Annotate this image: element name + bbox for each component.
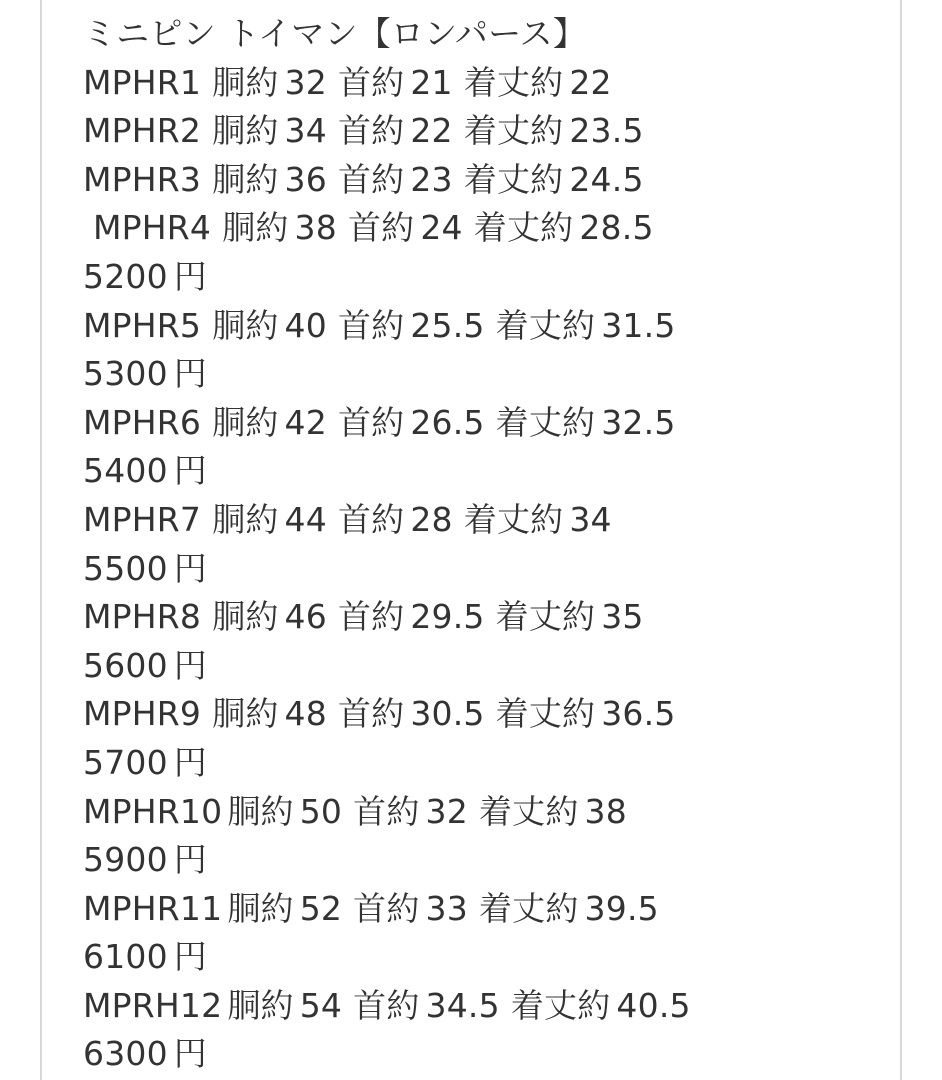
right-border-line: [900, 0, 902, 1080]
page-title: ミニピン トイマン【ロンパース】: [83, 14, 587, 53]
measure-neck-value: 33: [425, 888, 468, 928]
measure-length-value: 34: [569, 499, 612, 539]
measure-length-value: 35: [601, 597, 644, 637]
measure-girth-label: 胴約: [212, 499, 279, 539]
measure-length: [496, 597, 644, 636]
measure-neck-label: 首約: [337, 499, 405, 539]
measure-length-label: 着丈約: [473, 208, 574, 248]
size-row: [83, 982, 894, 1031]
measure-length-value: 40.5: [616, 985, 691, 1025]
measure-neck: [338, 694, 485, 733]
measure-girth-value: 34: [284, 111, 327, 151]
price-value: 5300: [83, 354, 168, 394]
measure-girth-label: 胴約: [227, 888, 294, 928]
price-value: 6100: [83, 937, 168, 977]
measure-girth-label: 胴約: [212, 597, 279, 637]
currency-label: 円: [173, 256, 207, 296]
measure-length: [464, 160, 644, 199]
item-code: MPHR10: [83, 791, 223, 831]
measure-girth: [222, 208, 337, 247]
size-row: [83, 107, 894, 156]
price-row: [83, 447, 894, 496]
measure-length: [496, 694, 676, 733]
currency-label: 円: [173, 840, 207, 880]
measure-girth: [212, 63, 327, 102]
item-code: MPHR7: [83, 499, 202, 539]
measure-length: [496, 306, 676, 345]
measure-girth-value: 38: [294, 208, 337, 248]
measure-neck: [338, 597, 485, 636]
price-row: [83, 739, 894, 788]
measure-length-value: 28.5: [579, 208, 654, 248]
measure-girth: [227, 792, 342, 831]
measure-neck-value: 25.5: [410, 305, 485, 345]
price-value: 6300: [83, 1034, 168, 1074]
price-value: 5500: [83, 548, 168, 588]
measure-neck-label: 首約: [337, 159, 405, 199]
measure-length-label: 着丈約: [463, 111, 564, 151]
price-value: 5600: [83, 645, 168, 685]
measure-girth-value: 40: [284, 305, 327, 345]
measure-neck-value: 32: [425, 791, 468, 831]
measure-girth-value: 54: [299, 985, 343, 1025]
size-row: [83, 496, 894, 545]
price-row: [83, 836, 894, 885]
measure-girth-value: 36: [284, 159, 327, 199]
measure-neck-value: 30.5: [410, 694, 485, 734]
measure-neck: [353, 986, 500, 1025]
size-row: [83, 302, 894, 351]
item-code: MPHR6: [83, 402, 202, 442]
measure-neck: [353, 792, 468, 831]
price-value: 5400: [83, 451, 168, 491]
measure-neck-label: 首約: [353, 985, 420, 1025]
item-code: MPHR5: [83, 305, 202, 345]
measure-girth-label: 胴約: [212, 62, 279, 102]
measure-girth-label: 胴約: [212, 694, 279, 734]
measure-neck: [338, 160, 453, 199]
item-code: MPRH12: [83, 985, 223, 1025]
measure-neck: [338, 63, 453, 102]
measure-neck-value: 34.5: [425, 985, 500, 1025]
item-code: MPHR8: [83, 597, 202, 637]
measure-girth-value: 46: [284, 597, 327, 637]
measure-girth-value: 32: [284, 62, 327, 102]
measure-length-label: 着丈約: [495, 305, 596, 345]
measure-neck-label: 首約: [337, 597, 405, 637]
price-row: [83, 933, 894, 982]
measure-neck-label: 首約: [347, 208, 415, 248]
measure-girth: [227, 986, 342, 1025]
measure-length-value: 38: [584, 791, 627, 831]
measure-length-label: 着丈約: [510, 985, 611, 1025]
measure-neck: [338, 500, 453, 539]
size-chart-text: [83, 10, 894, 1079]
measure-neck-value: 28: [410, 499, 453, 539]
measure-girth-value: 48: [284, 694, 327, 734]
measure-neck-label: 首約: [337, 111, 405, 151]
measure-length: [474, 208, 654, 247]
measure-neck-label: 首約: [353, 791, 420, 831]
measure-girth: [212, 403, 327, 442]
item-code: MPHR2: [83, 111, 202, 151]
measure-girth-value: 42: [284, 402, 327, 442]
measure-length-label: 着丈約: [495, 402, 596, 442]
measure-neck-value: 21: [410, 62, 453, 102]
currency-label: 円: [173, 937, 207, 977]
currency-label: 円: [173, 1034, 207, 1074]
measure-length-value: 36.5: [601, 694, 676, 734]
price-row: [83, 253, 894, 302]
price-row: [83, 350, 894, 399]
measure-neck-value: 23: [410, 159, 453, 199]
price-row: [83, 545, 894, 594]
measure-length-value: 22: [569, 62, 612, 102]
measure-length-label: 着丈約: [463, 499, 564, 539]
size-row: [83, 788, 894, 837]
measure-neck-value: 22: [410, 111, 453, 151]
item-code: MPHR1: [83, 62, 202, 102]
price-value: 5900: [83, 840, 168, 880]
price-row: [83, 1030, 894, 1079]
measure-girth-label: 胴約: [227, 985, 294, 1025]
measure-girth-label: 胴約: [222, 208, 289, 248]
price-value: 5700: [83, 742, 168, 782]
measure-neck-value: 24: [420, 208, 463, 248]
measure-neck: [353, 889, 468, 928]
currency-label: 円: [173, 354, 207, 394]
measure-girth-value: 50: [299, 791, 343, 831]
measure-girth: [212, 597, 327, 636]
measure-girth: [227, 889, 342, 928]
measure-girth-value: 52: [299, 888, 343, 928]
currency-label: 円: [173, 548, 207, 588]
measure-girth: [212, 111, 327, 150]
size-row: [83, 59, 894, 108]
measure-neck: [338, 403, 485, 442]
measure-length: [511, 986, 691, 1025]
measure-length-value: 32.5: [601, 402, 676, 442]
measure-neck-label: 首約: [337, 62, 405, 102]
price-row: [83, 642, 894, 691]
measure-length-label: 着丈約: [463, 159, 564, 199]
item-code: MPHR11: [83, 888, 223, 928]
measure-length-label: 着丈約: [463, 62, 564, 102]
left-border-line: [40, 0, 42, 1080]
currency-label: 円: [173, 645, 207, 685]
size-rows: [83, 59, 894, 1079]
measure-girth: [212, 500, 327, 539]
measure-neck-label: 首約: [353, 888, 420, 928]
size-row: [83, 156, 894, 205]
measure-neck-label: 首約: [337, 402, 405, 442]
measure-girth: [212, 160, 327, 199]
measure-length-value: 24.5: [569, 159, 644, 199]
measure-neck: [338, 306, 485, 345]
size-row: [83, 593, 894, 642]
measure-length-label: 着丈約: [478, 888, 579, 928]
item-code: MPHR9: [83, 694, 202, 734]
measure-neck-value: 26.5: [410, 402, 485, 442]
measure-length: [479, 792, 627, 831]
size-row: [83, 204, 894, 253]
measure-length: [464, 500, 612, 539]
item-code: MPHR4: [93, 208, 212, 248]
measure-girth: [212, 306, 327, 345]
currency-label: 円: [173, 451, 207, 491]
measure-neck-label: 首約: [337, 305, 405, 345]
measure-girth-value: 44: [284, 499, 327, 539]
measure-girth-label: 胴約: [212, 305, 279, 345]
measure-length-value: 39.5: [584, 888, 659, 928]
size-row: [83, 399, 894, 448]
measure-length-label: 着丈約: [495, 597, 596, 637]
measure-neck: [348, 208, 463, 247]
currency-label: 円: [173, 742, 207, 782]
measure-girth-label: 胴約: [212, 111, 279, 151]
measure-length: [479, 889, 659, 928]
measure-length-value: 23.5: [569, 111, 644, 151]
measure-girth-label: 胴約: [227, 791, 294, 831]
measure-length-value: 31.5: [601, 305, 676, 345]
measure-neck: [338, 111, 453, 150]
size-row: [83, 885, 894, 934]
measure-length-label: 着丈約: [495, 694, 596, 734]
measure-girth-label: 胴約: [212, 402, 279, 442]
measure-neck-value: 29.5: [410, 597, 485, 637]
measure-girth-label: 胴約: [212, 159, 279, 199]
measure-length: [464, 111, 644, 150]
price-value: 5200: [83, 256, 168, 296]
measure-length: [464, 63, 612, 102]
measure-neck-label: 首約: [337, 694, 405, 734]
measure-length-label: 着丈約: [478, 791, 579, 831]
measure-girth: [212, 694, 327, 733]
size-row: [83, 690, 894, 739]
item-code: MPHR3: [83, 159, 202, 199]
measure-length: [496, 403, 676, 442]
